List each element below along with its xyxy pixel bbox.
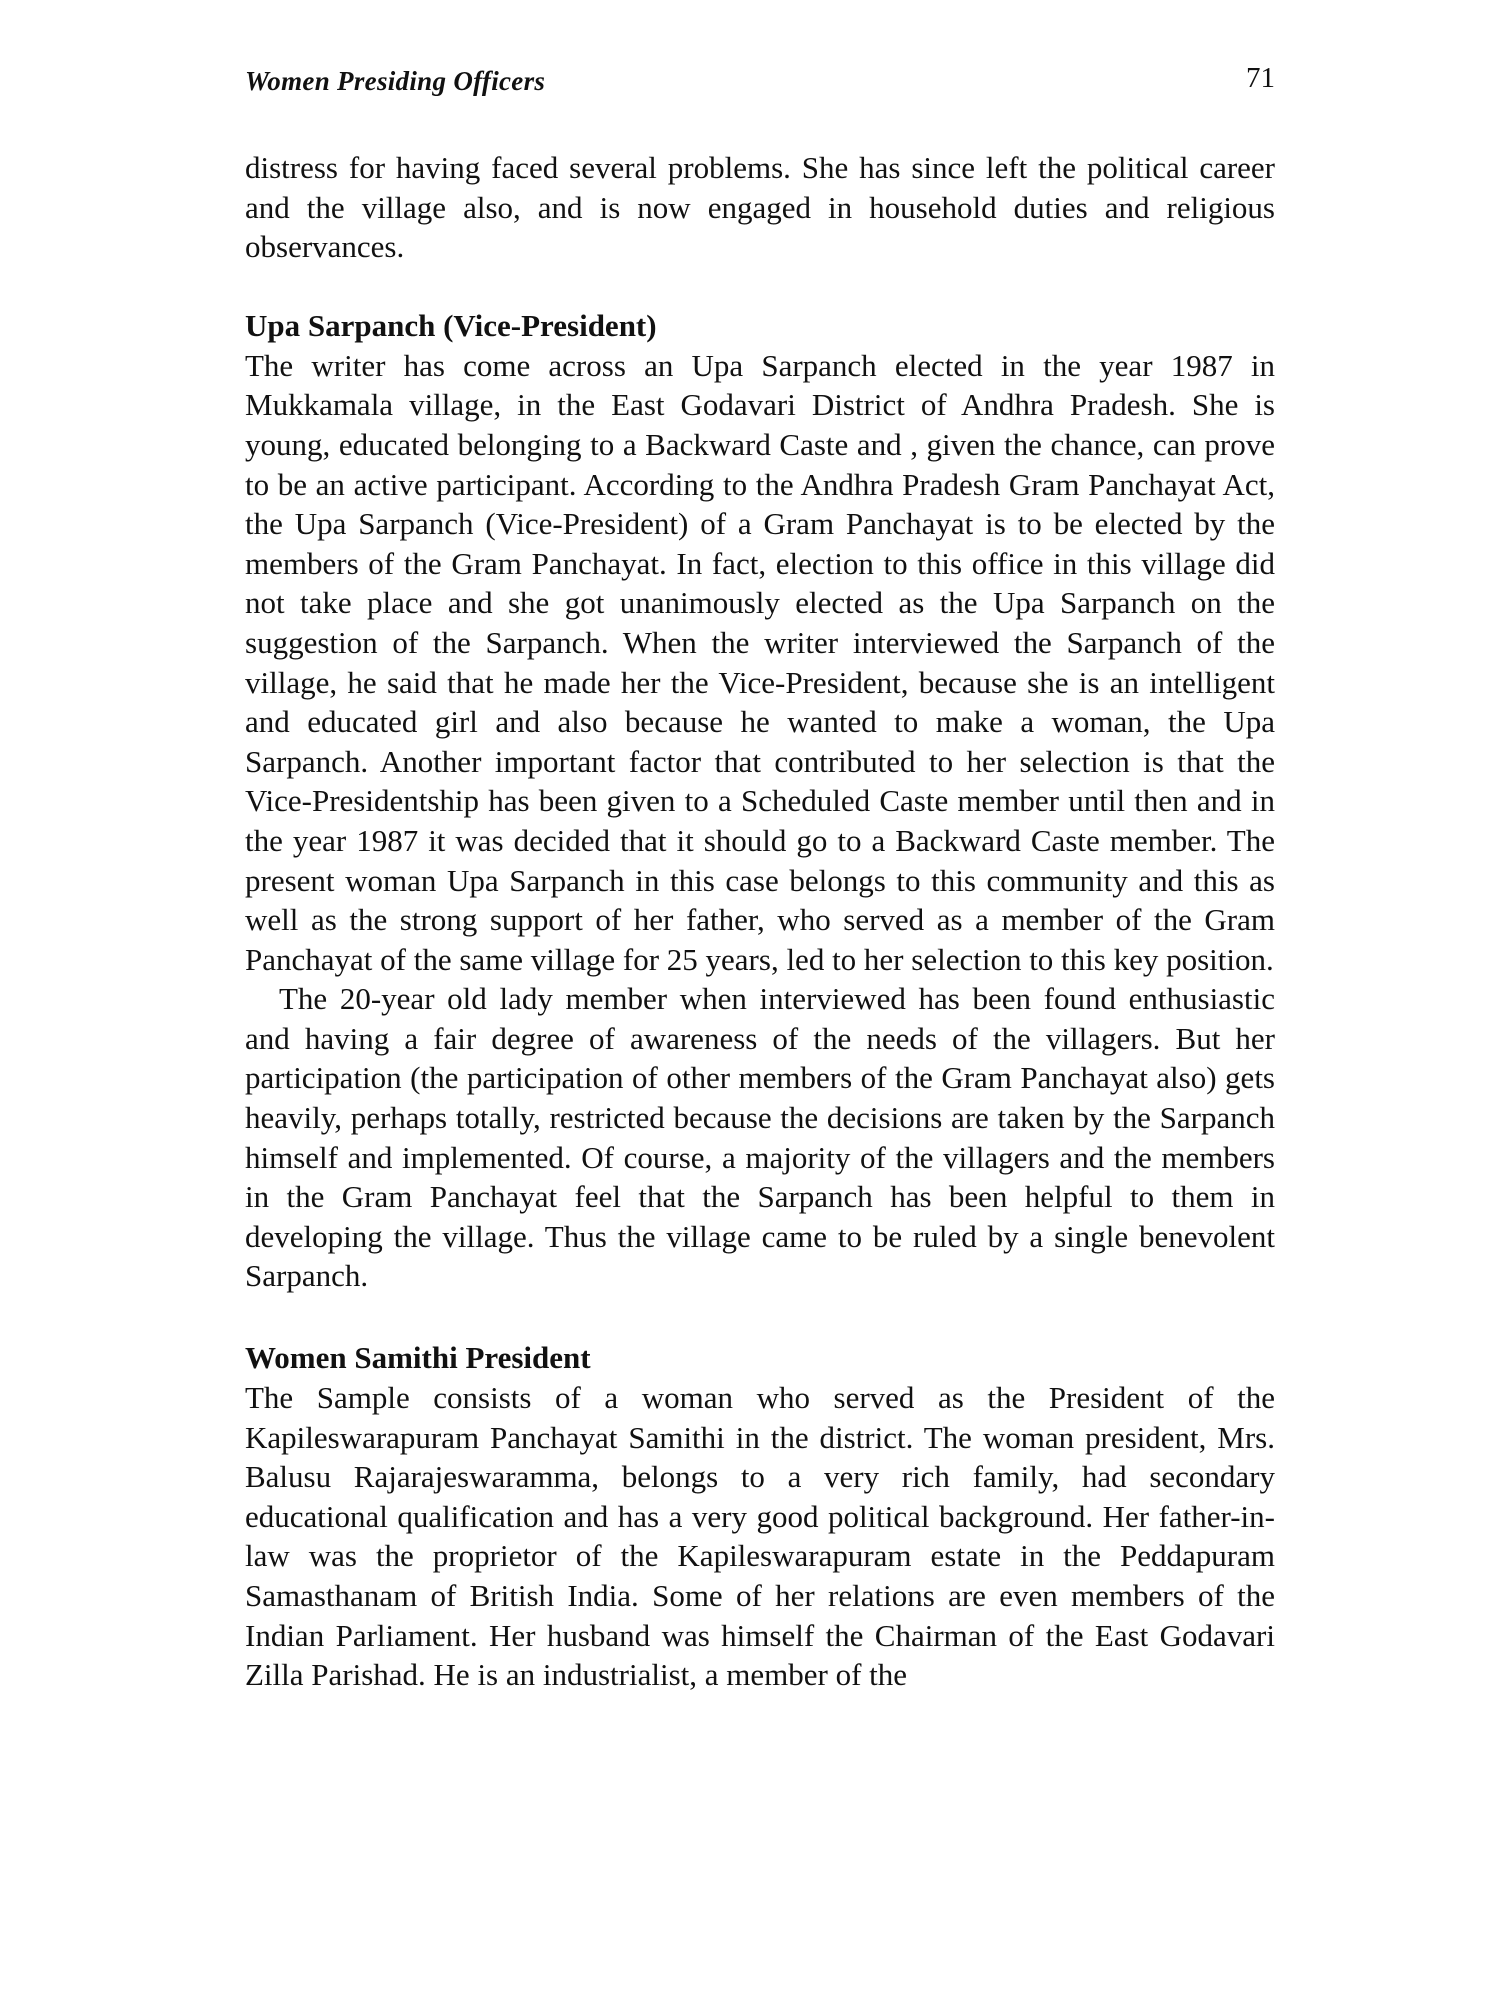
section-heading-upa-sarpanch: Upa Sarpanch (Vice-President) [245, 307, 657, 343]
page-number: 71 [1246, 62, 1275, 94]
upa-sarpanch-paragraph-2: The 20-year old lady member when interviewed has been found enthusiastic and having a fair degree of awareness of the needs of the villagers. But her participation (the participation of other members of the Gram Panchayat also) gets heavily, perhaps totally, restricted because the decisions are taken by the Sarpanch himself and implemented. Of course, a majority of the villagers and the members in the Gram Panchayat feel that the Sarpanch has been helpful to them in developing the village. Thus the village came to be ruled by a single benevolent Sarpanch. [245, 981, 1275, 1294]
running-title: Women Presiding Officers [245, 66, 546, 96]
upa-sarpanch-paragraph-1: The writer has come across an Upa Sarpanch elected in the year 1987 in Mukkamala village, in the East Godavari District of Andhra Pradesh. She is young, educated belonging to a Backward Caste and , given the chance, can prove to be an active participant. According to the Andhra Pradesh Gram Panchayat Act, the Upa Sarpanch (Vice-President) of a Gram Panchayat is to be elected by the members of the Gram Panchayat. In fact, election to this office in this village did not take place and she got unanimously elected as the Upa Sarpanch on the suggestion of the Sarpanch. When the writer interviewed the Sarpanch of the village, he said that he made her the Vice-President, because she is an intelligent and educated girl and also because he wanted to make a woman, the Upa Sarpanch. Another important factor that contributed to her selection is that the Vice-Presidentship has been given to a Scheduled Caste member until then and in the year 1987 it was decided that it should go to a Backward Caste member. The present woman Upa Sarpanch in this case belongs to this community and this as well as the strong support of her father, who served as a member of the Gram Panchayat of the same village for 25 years, led to her selection to this key position. [245, 347, 1275, 977]
section-heading-women-samithi: Women Samithi President [245, 1340, 591, 1376]
opening-paragraph: distress for having faced several problems. She has since left the political career and the village also, and is now engaged in household duties and religious observances. [245, 150, 1275, 265]
book-page [245, 60, 1275, 1695]
running-head [245, 60, 1275, 100]
women-samithi-paragraph-1: The Sample consists of a woman who served as the President of the Kapileswarapuram Panchayat Samithi in the district. The woman president, Mrs. Balusu Rajarajeswaramma, belongs to a very rich family, had secondary educational qualification and has a very good political background. Her father-in-law was the proprietor of the Kapileswarapuram estate in the Peddapuram Samasthanam of British India. Some of her relations are even members of the Indian Parliament. Her husband was himself the Chairman of the East Godavari Zilla Parishad. He is an industrialist, a member of the [245, 1380, 1275, 1693]
